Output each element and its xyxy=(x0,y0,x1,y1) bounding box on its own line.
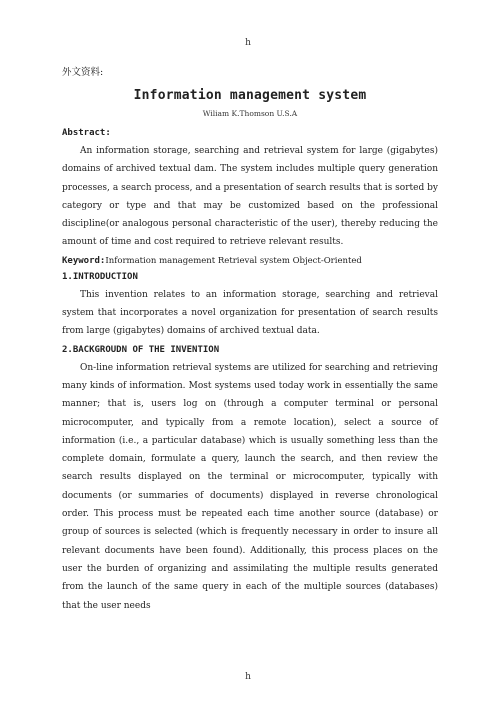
section-2-heading: 2.BACKGROUDN OF THE INVENTION xyxy=(62,344,220,355)
keyword-values: Information management Retrieval system Object-Oriented xyxy=(105,255,362,266)
document-title: Information management system xyxy=(133,88,367,103)
page-header: h xyxy=(245,38,251,48)
source-label: 外文资料: xyxy=(62,67,104,78)
abstract-paragraph: An information storage, searching and retrieval system for large (gigabytes) domains of archived textual dam. The system includes multiple query generation processes, a search process, and a presentation of search results that is sorted by category or type and that may be customized based on the professional discipline(or analogous personal characteristic of the user), thereby reducing the amount of time and cost required to retrieve relevant results. xyxy=(62,146,438,248)
keyword-label: Keyword: xyxy=(62,255,106,266)
abstract-heading: Abstract: xyxy=(62,128,111,138)
page-footer: h xyxy=(245,672,251,682)
keyword-line xyxy=(62,254,438,268)
section-1-heading: 1.INTRODUCTION xyxy=(62,271,138,282)
document-body xyxy=(62,64,438,615)
author-line: Wiliam K.Thomson U.S.A xyxy=(202,109,298,118)
section-2-paragraph: On-line information retrieval systems are utilized for searching and retrieving many kinds of information. Most systems used today work in essentially the same manner; that is, users log on (through a computer terminal or personal microcomputer, and typically from a remote location), select a source of information (i.e., a particular database) which is usually something less than the complete domain, formulate a query, launch the search, and then review the search results displayed on the terminal or microcomputer, typically with documents (or summaries of documents) displayed in reverse chronological order. This process must be repeated each time another source (database) or group of sources is selected (which is frequently necessary in order to insure all relevant documents have been found). Additionally, this process places on the user the burden of organizing and assimilating the multiple results generated from the launch of the same query in each of the multiple sources (databases) that the user needs xyxy=(62,362,438,611)
section-1-paragraph: This invention relates to an information storage, searching and retrieval system that incorporates a novel organization for presentation of search results from large (gigabytes) domains of archived textual data. xyxy=(62,289,438,337)
